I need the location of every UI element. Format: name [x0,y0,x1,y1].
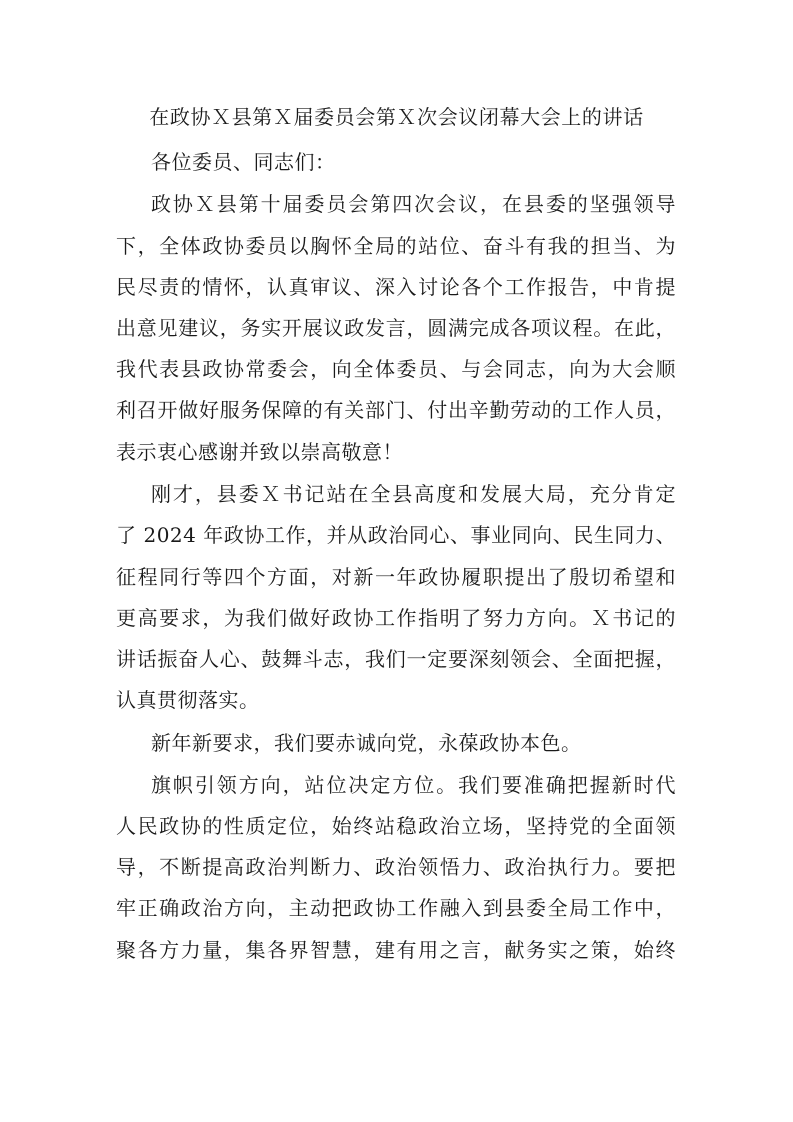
paragraph-line: 更高要求，为我们做好政协工作指明了努力方向。Ｘ书记的 [116,606,676,630]
paragraph-line: 利召开做好服务保障的有关部门、付出辛勤劳动的工作人员， [116,398,676,422]
paragraph-line: 表示衷心感谢并致以崇高敬意！ [116,440,403,464]
paragraph-line: 聚各方力量，集各界智慧，建有用之言，献务实之策，始终 [116,938,676,962]
paragraph-line: 下，全体政协委员以胸怀全局的站位、奋斗有我的担当、为 [116,234,676,258]
paragraph-line: 认真贯彻落实。 [116,688,260,712]
paragraph-line: 政协Ｘ县第十届委员会第四次会议，在县委的坚强领导 [151,192,676,216]
paragraph-line: 民尽责的情怀，认真审议、深入讨论各个工作报告，中肯提 [116,275,676,299]
page-title: 在政协Ｘ县第Ｘ届委员会第Ｘ次会议闭幕大会上的讲话 [149,105,644,129]
paragraph-line: 人民政协的性质定位，始终站稳政治立场，坚持党的全面领 [116,814,676,838]
paragraph-line: 新年新要求，我们要赤诚向党，永葆政协本色。 [151,731,582,755]
paragraph-line: 征程同行等四个方面，对新一年政协履职提出了殷切希望和 [116,565,676,589]
paragraph-line: 讲话振奋人心、鼓舞斗志，我们一定要深刻领会、全面把握， [116,647,676,671]
paragraph-line: 导，不断提高政治判断力、政治领悟力、政治执行力。要把 [116,855,676,879]
salutation: 各位委员、同志们： [151,150,336,174]
paragraph-line: 刚才，县委Ｘ书记站在全县高度和发展大局，充分肯定 [151,482,676,506]
paragraph-line: 旗帜引领方向，站位决定方位。我们要准确把握新时代 [151,773,676,797]
paragraph-line: 了 2024 年政协工作，并从政治同心、事业同向、民生同力、 [116,523,676,547]
paragraph-line: 我代表县政协常委会，向全体委员、与会同志，向为大会顺 [116,357,676,381]
paragraph-line: 牢正确政治方向，主动把政协工作融入到县委全局工作中， [116,896,676,920]
paragraph-line: 出意见建议，务实开展议政发言，圆满完成各项议程。在此， [116,316,676,340]
